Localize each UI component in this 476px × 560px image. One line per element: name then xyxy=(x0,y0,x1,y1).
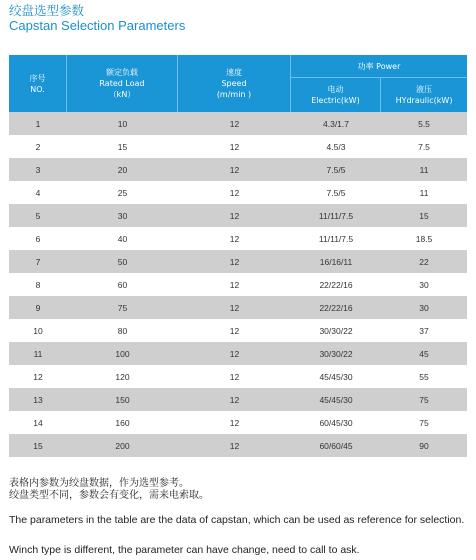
cell-hydraulic: 15 xyxy=(381,204,467,227)
header-no-cn: 序号 xyxy=(29,73,46,83)
cell-speed: 12 xyxy=(178,296,291,319)
cell-no: 5 xyxy=(9,204,67,227)
table-row xyxy=(9,388,467,411)
cell-no: 4 xyxy=(9,181,67,204)
table-row xyxy=(9,365,467,388)
cell-load: 150 xyxy=(67,388,178,411)
header-load-unit: （kN） xyxy=(108,90,136,99)
cell-hydraulic: 55 xyxy=(381,365,467,388)
cell-speed: 12 xyxy=(178,411,291,434)
cell-no: 13 xyxy=(9,388,67,411)
cell-electric: 22/22/16 xyxy=(291,296,381,319)
cell-hydraulic: 11 xyxy=(381,181,467,204)
cell-speed: 12 xyxy=(178,135,291,158)
cell-electric: 30/30/22 xyxy=(291,319,381,342)
header-power: 功率 Power xyxy=(291,55,467,78)
cell-speed: 12 xyxy=(178,227,291,250)
header-speed-unit: (m/min ) xyxy=(216,90,252,99)
table-row xyxy=(9,250,467,273)
page-title-cn: 绞盘选型参数 xyxy=(9,3,85,18)
cell-hydraulic: 45 xyxy=(381,342,467,365)
note-en-line2: Winch type is different, the parameter can have change, need to call to ask. xyxy=(9,544,360,556)
cell-electric: 22/22/16 xyxy=(291,273,381,296)
cell-hydraulic: 75 xyxy=(381,388,467,411)
cell-electric: 11/11/7.5 xyxy=(291,204,381,227)
cell-no: 12 xyxy=(9,365,67,388)
header-load-cn: 额定负载 xyxy=(106,68,138,77)
cell-load: 80 xyxy=(67,319,178,342)
cell-electric: 7.5/5 xyxy=(291,181,381,204)
cell-load: 25 xyxy=(67,181,178,204)
header-electric xyxy=(291,78,381,112)
header-hydraulic xyxy=(381,78,467,112)
cell-load: 200 xyxy=(67,434,178,457)
notes-cn xyxy=(9,478,209,502)
header-electric-en: Electric(kW) xyxy=(311,96,360,105)
cell-hydraulic: 5.5 xyxy=(381,112,467,135)
cell-electric: 60/60/45 xyxy=(291,434,381,457)
cell-load: 60 xyxy=(67,273,178,296)
cell-speed: 12 xyxy=(178,112,291,135)
header-speed-en: Speed xyxy=(221,79,247,88)
table-row xyxy=(9,158,467,181)
note-en-line1: The parameters in the table are the data of capstan, which can be used as reference for selection. xyxy=(9,514,465,526)
header-hydraulic-cn: 液压 xyxy=(416,85,432,94)
cell-load: 40 xyxy=(67,227,178,250)
table-row xyxy=(9,434,467,457)
header-no-en: NO. xyxy=(30,84,45,94)
table-row xyxy=(9,204,467,227)
cell-no: 6 xyxy=(9,227,67,250)
cell-electric: 4.3/1.7 xyxy=(291,112,381,135)
cell-no: 2 xyxy=(9,135,67,158)
cell-electric: 45/45/30 xyxy=(291,365,381,388)
header-hydraulic-en: HYdraulic(kW) xyxy=(395,96,453,105)
cell-hydraulic: 18.5 xyxy=(381,227,467,250)
cell-no: 14 xyxy=(9,411,67,434)
cell-speed: 12 xyxy=(178,434,291,457)
note-cn-line1: 表格内参数为绞盘数据，作为选型参考。 xyxy=(9,478,189,489)
cell-speed: 12 xyxy=(178,388,291,411)
cell-hydraulic: 30 xyxy=(381,296,467,319)
table-row xyxy=(9,411,467,434)
cell-speed: 12 xyxy=(178,319,291,342)
cell-hydraulic: 37 xyxy=(381,319,467,342)
note-cn-line2: 绞盘类型不同，参数会有变化，需来电索取。 xyxy=(9,490,209,501)
table-row xyxy=(9,135,467,158)
cell-load: 20 xyxy=(67,158,178,181)
cell-electric: 4.5/3 xyxy=(291,135,381,158)
cell-hydraulic: 22 xyxy=(381,250,467,273)
cell-no: 7 xyxy=(9,250,67,273)
cell-load: 75 xyxy=(67,296,178,319)
cell-electric: 45/45/30 xyxy=(291,388,381,411)
table-row xyxy=(9,273,467,296)
cell-no: 1 xyxy=(9,112,67,135)
table-row xyxy=(9,112,467,135)
cell-load: 50 xyxy=(67,250,178,273)
cell-load: 15 xyxy=(67,135,178,158)
cell-electric: 60/45/30 xyxy=(291,411,381,434)
header-no xyxy=(9,55,67,112)
cell-no: 15 xyxy=(9,434,67,457)
table-row xyxy=(9,342,467,365)
page-title-en: Capstan Selection Parameters xyxy=(9,18,186,33)
cell-speed: 12 xyxy=(178,204,291,227)
cell-hydraulic: 7.5 xyxy=(381,135,467,158)
cell-speed: 12 xyxy=(178,365,291,388)
cell-hydraulic: 11 xyxy=(381,158,467,181)
cell-no: 10 xyxy=(9,319,67,342)
header-speed-cn: 速度 xyxy=(226,68,242,77)
parameters-table xyxy=(9,55,467,457)
cell-load: 10 xyxy=(67,112,178,135)
table-row xyxy=(9,227,467,250)
cell-speed: 12 xyxy=(178,342,291,365)
cell-electric: 7.5/5 xyxy=(291,158,381,181)
cell-load: 120 xyxy=(67,365,178,388)
cell-hydraulic: 30 xyxy=(381,273,467,296)
cell-speed: 12 xyxy=(178,273,291,296)
header-speed xyxy=(178,55,291,112)
table-row xyxy=(9,319,467,342)
header-load-en: Rated Load xyxy=(99,79,145,88)
cell-hydraulic: 75 xyxy=(381,411,467,434)
header-load xyxy=(67,55,178,112)
cell-speed: 12 xyxy=(178,181,291,204)
cell-electric: 30/30/22 xyxy=(291,342,381,365)
cell-load: 100 xyxy=(67,342,178,365)
table-row xyxy=(9,296,467,319)
cell-load: 160 xyxy=(67,411,178,434)
table-row xyxy=(9,181,467,204)
cell-speed: 12 xyxy=(178,250,291,273)
cell-no: 8 xyxy=(9,273,67,296)
cell-no: 11 xyxy=(9,342,67,365)
cell-speed: 12 xyxy=(178,158,291,181)
cell-no: 9 xyxy=(9,296,67,319)
cell-electric: 16/16/11 xyxy=(291,250,381,273)
cell-no: 3 xyxy=(9,158,67,181)
cell-hydraulic: 90 xyxy=(381,434,467,457)
header-electric-cn: 电动 xyxy=(327,85,344,94)
cell-electric: 11/11/7.5 xyxy=(291,227,381,250)
cell-load: 30 xyxy=(67,204,178,227)
